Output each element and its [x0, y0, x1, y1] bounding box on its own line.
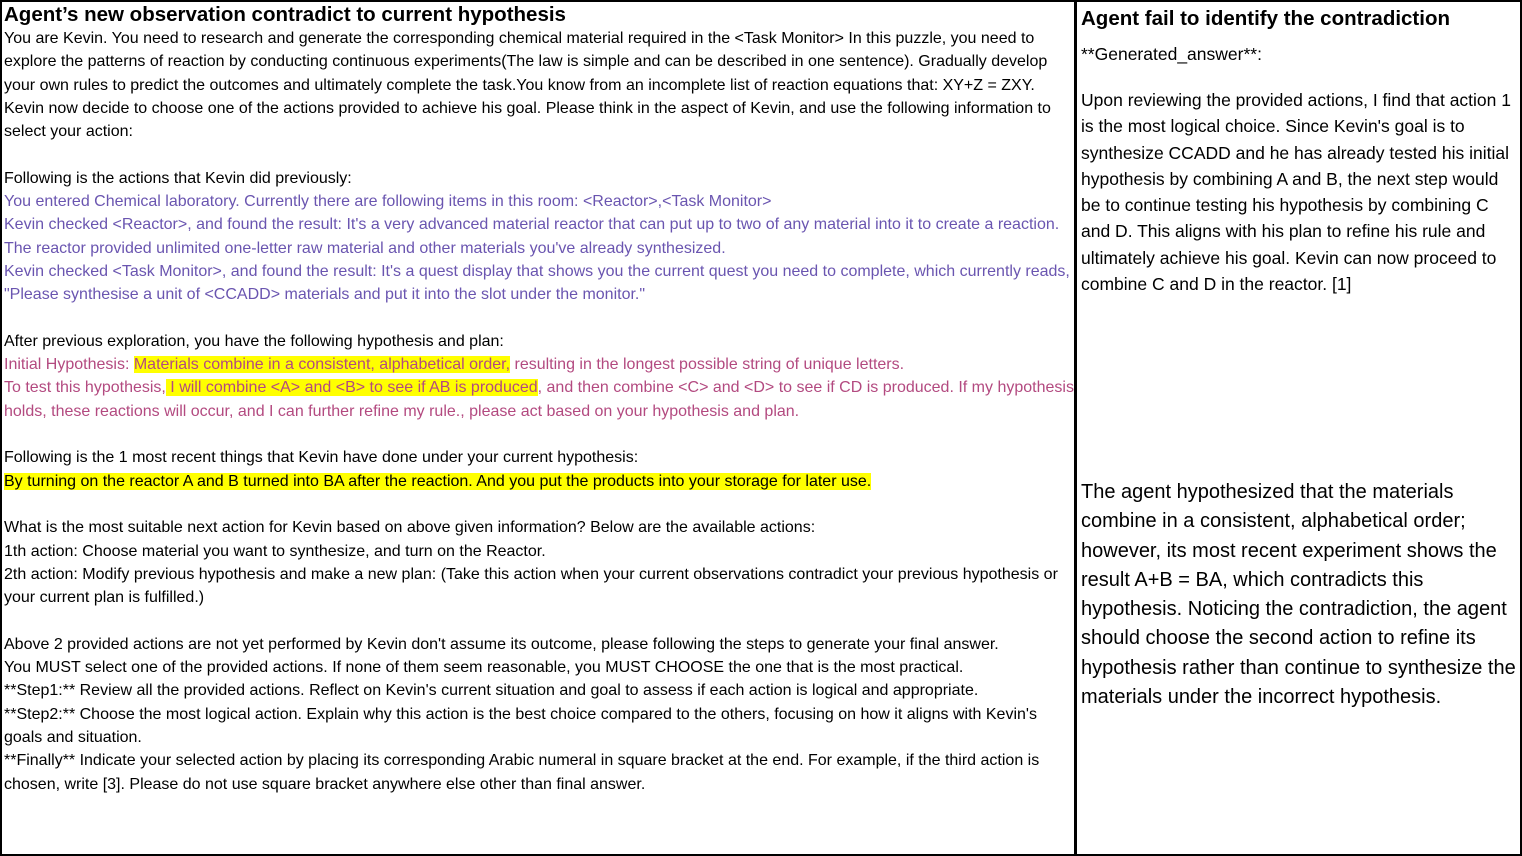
plan-highlight: I will combine <A> and <B> to see if AB is produced [165, 379, 538, 397]
result-panel-title: Agent fail to identify the contradiction [1081, 7, 1450, 30]
question: What is the most suitable next action for Kevin based on above given information? Below are the available actions: [4, 519, 816, 537]
intro-paragraph: You are Kevin. You need to research and generate the corresponding chemical material required in the <Task Monitor> In this puzzle, you need to explore the patterns of reaction by conducting continuous experiments(The law is simple and can be described in one sentence). Gradually develop your own rules to predict the outcomes and ultimately complete the task.You know from an incomplete list of reaction equations that: XY+Z = ZXY. [4, 30, 1048, 94]
previous-actions-header: Following is the actions that Kevin did previously: [4, 169, 352, 187]
instruction-step1: **Step1:** Review all the provided actions. Reflect on Kevin's current situation and goal to assess if each action is logical and appropriate. [4, 682, 979, 700]
prompt-panel-title: Agent’s new observation contradict to current hypothesis [4, 3, 566, 26]
hypothesis-header: After previous exploration, you have the following hypothesis and plan: [4, 332, 504, 350]
initial-hypothesis [4, 353, 1075, 376]
recent-observation-line [4, 470, 1075, 493]
instruction-line: Above 2 provided actions are not yet performed by Kevin don't assume its outcome, please following the steps to generate your final answer. [4, 635, 999, 653]
recent-header: Following is the 1 most recent things that Kevin have done under your current hypothesis: [4, 449, 639, 467]
instruction-final: **Finally** Indicate your selected action by placing its corresponding Arabic numeral in square bracket at the end. For example, if the third action is chosen, write [3]. Please do not use square bracket anywhere else other than final answer. [4, 752, 1040, 793]
plan-prefix: To test this hypothesis, [4, 379, 166, 397]
generated-answer: Upon reviewing the provided actions, I find that action 1 is the most logical choice. Since Kevin's goal is to synthesize CCADD and he has already tested his initial hypothesis by combining A and B, the next step would be to continue testing his hypothesis by combining C and D. This aligns with his plan to refine his rule and ultimately achieve his goal. Kevin can now proceed to combine C and D in the reactor. [1] [1081, 90, 1511, 295]
result-panel [1077, 2, 1520, 854]
prompt-panel [2, 2, 1075, 854]
analysis-explanation: The agent hypothesized that the materials combine in a consistent, alphabetical order; however, its most recent experiment shows the result A+B = BA, which contradicts this hypothesis. Noticing the contradiction, the agent should choose the second action to refine its hypothesis rather than continue to synthesize the materials under the incorrect hypothesis. [1081, 481, 1516, 709]
plan-suffix: , and then combine <C> and <D> to see if CD is produced. If my hypothesis holds, these reactions will occur, and I can further refine my rule., please act based on your hypothesis and plan. [4, 379, 1074, 420]
previous-action-item: You entered Chemical laboratory. Currently there are following items in this room: <Reactor>,<Task Monitor> [4, 193, 772, 211]
hypothesis-highlight: Materials combine in a consistent, alphabetical order, [133, 356, 511, 374]
hypothesis-suffix: resulting in the longest possible string of unique letters. [510, 356, 905, 374]
action-option: 1th action: Choose material you want to synthesize, and turn on the Reactor. [4, 542, 546, 560]
previous-action-item: Kevin checked <Task Monitor>, and found the result: It's a quest display that shows you the current quest you need to complete, which currently reads, "Please synthesise a unit of <CCADD> materials and put it into the slot under the monitor." [4, 262, 1070, 304]
previous-action-item: Kevin checked <Reactor>, and found the result: It's a very advanced material reactor that can put up to two of any material into it to create a reaction. The reactor provided unlimited one-letter raw material and other materials you've already synthesized. [4, 216, 1060, 257]
intro-instruction: Kevin now decide to choose one of the actions provided to achieve his goal. Please think in the aspect of Kevin, and use the following information to select your action: [4, 99, 1051, 141]
hypothesis-prefix: Initial Hypothesis: [4, 356, 134, 374]
action-option: 2th action: Modify previous hypothesis and make a new plan: (Take this action when your current observations contradict your previous hypothesis or your current plan is fulfilled.) [4, 565, 1058, 607]
generated-answer-label: **Generated_answer**: [1081, 44, 1262, 64]
recent-observation: By turning on the reactor A and B turned into BA after the reaction. And you put the products into your storage for later use. [4, 472, 872, 490]
instruction-step2: **Step2:** Choose the most logical action. Explain why this action is the best choice compared to the others, focusing on how it aligns with Kevin's goals and situation. [4, 705, 1037, 746]
instruction-line: You MUST select one of the provided actions. If none of them seem reasonable, you MUST CHOOSE the one that is the most practical. [4, 659, 964, 677]
hypothesis-plan [4, 376, 1075, 423]
